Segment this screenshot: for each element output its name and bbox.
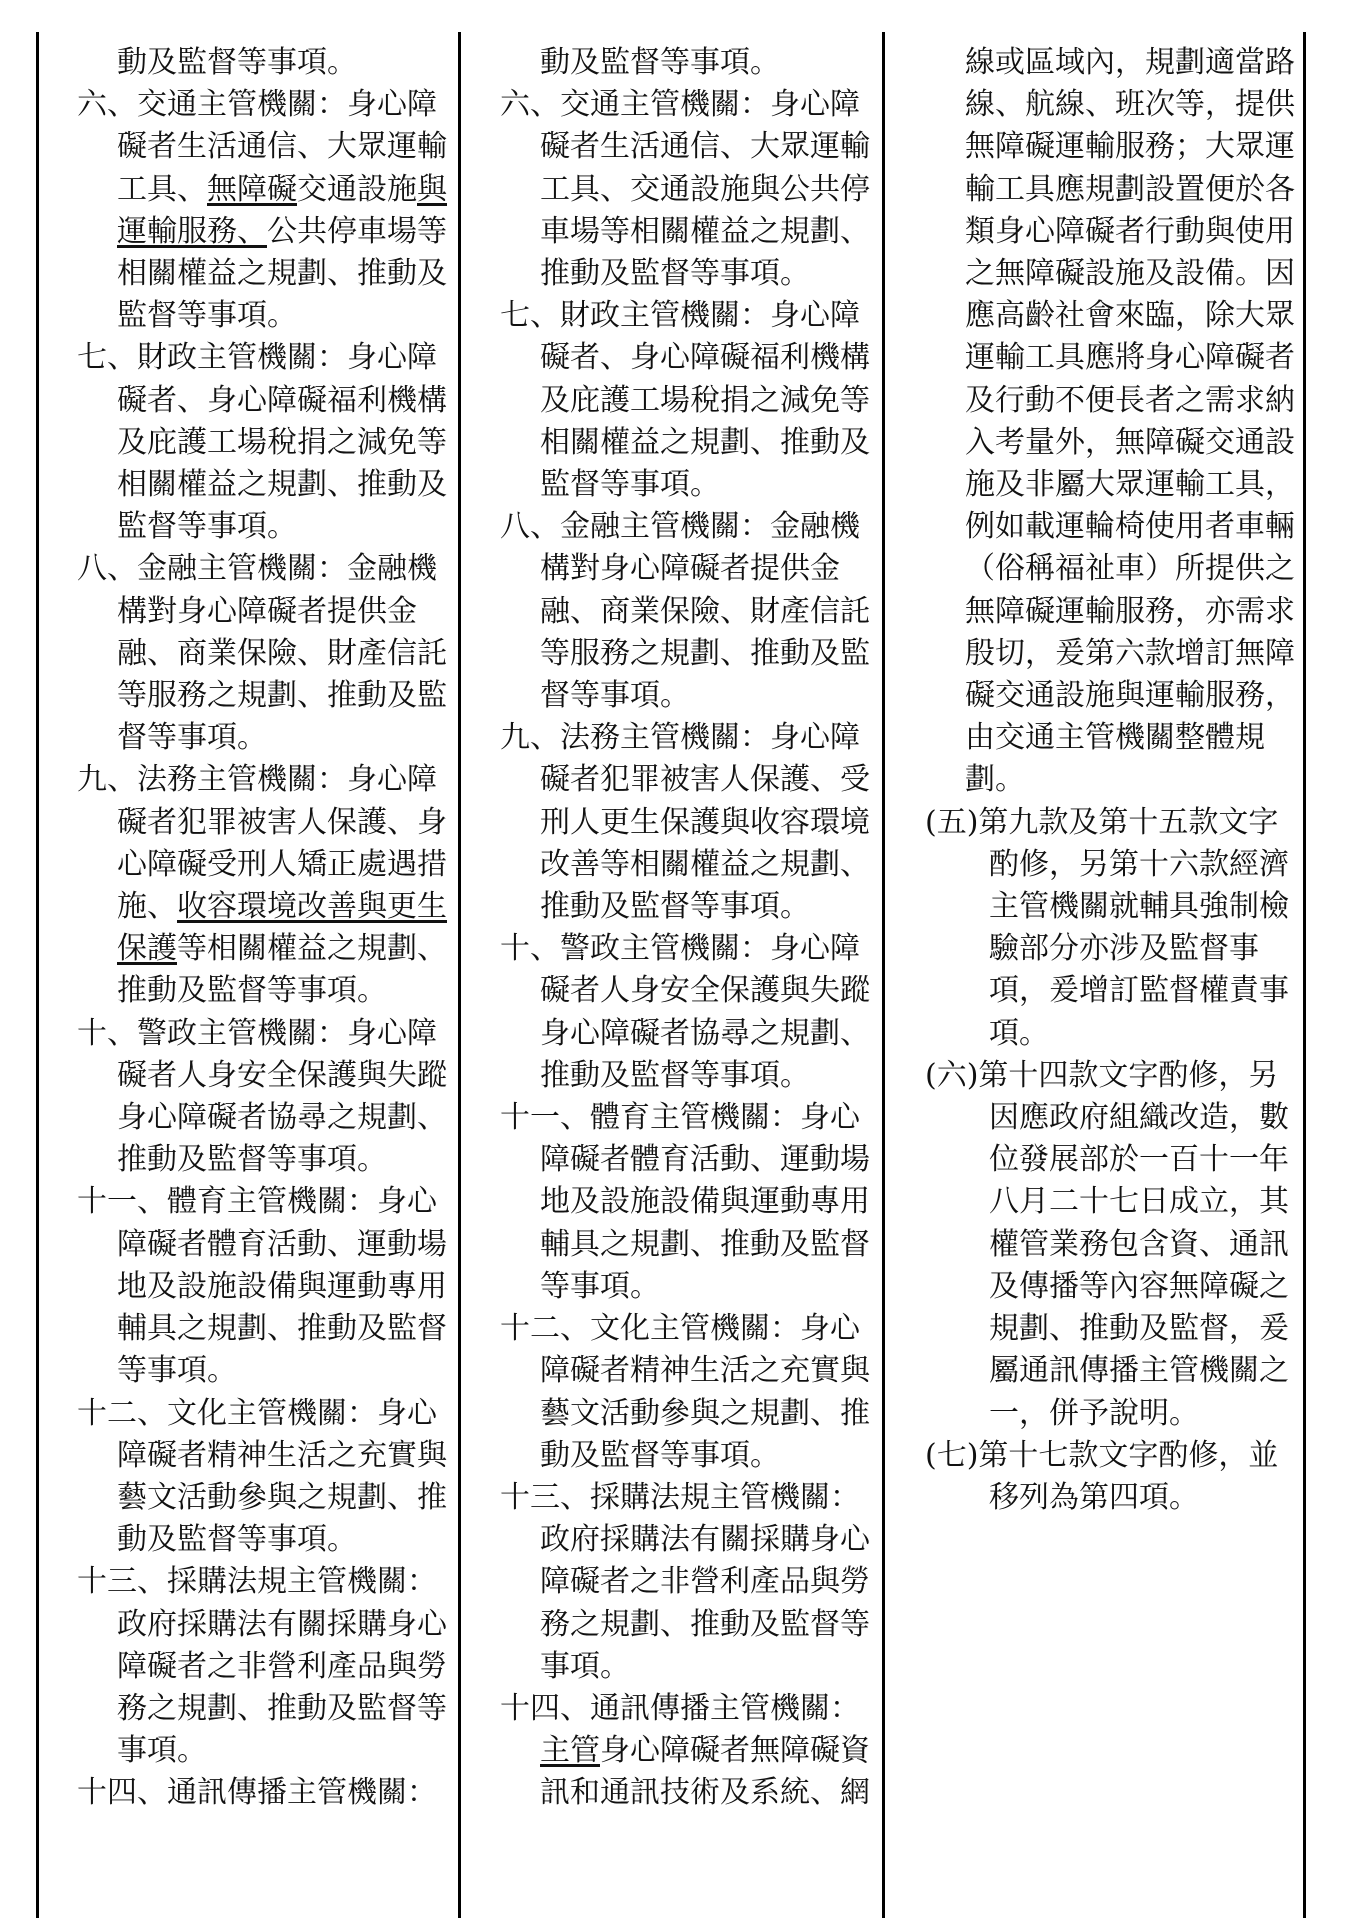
underlined-text: 與運輸服務、 [117,171,447,249]
column-divider-1 [458,32,461,1918]
item-text: 六、交通主管機關：身心障礙者生活通信、大眾運輸工具、 [77,87,447,207]
item-12-culture: 十二、文化主管機關：身心障礙者精神生活之充實與藝文活動參與之規劃、推動及監督等事項。 [77,1395,447,1558]
item-text: 身心障礙者無障礙資訊和通訊技術及系統、網 [540,1733,870,1811]
item-14-communications: 十四、通訊傳播主管機關： [77,1775,437,1811]
right-border [1303,32,1306,1918]
item-text: 九、法務主管機關：身心障礙者犯罪被害人保護、身心障礙受刑人矯正處遇措施、 [77,762,447,925]
item-6-transport: 六、交通主管機關：身心障礙者生活通信、大眾運輸工具、交通設施與公共停車場等相關權益之規劃、推動及監督等事項。 [500,87,870,292]
explanation-column [925,42,1295,1519]
item-8-banking: 八、金融主管機關：金融機構對身心障礙者提供金融、商業保險、財產信託等服務之規劃、推動及監督等事項。 [77,551,447,756]
item-14-communications [500,1688,878,1815]
item-11-sports: 十一、體育主管機關：身心障礙者體育活動、運動場地及設施設備與運動專用輔具之規劃、推動及監督等事項。 [77,1184,447,1389]
item-text: 十四、通訊傳播主管機關： [500,1690,860,1726]
item-10-police: 十、警政主管機關：身心障礙者人身安全保護與失蹤身心障礙者協尋之規劃、推動及監督等事項。 [500,931,870,1093]
item-7-finance: 七、財政主管機關：身心障礙者、身心障礙福利機構及庇護工場稅捐之減免等相關權益之規劃、推動及監督等事項。 [500,298,870,503]
continuation-text: 線或區域內，規劃適當路線、航線、班次等，提供無障礙運輸服務；大眾運輸工具應規劃設置便於各類身心障礙者行動與使用之無障礙設施及設備。因應高齡社會來臨，除大眾運輸工具應將身心障礙者及行動不便長者之需求納入考量外，無障礙交通設施及非屬大眾運輸工具，例如載運輪椅使用者車輛（俗稱福祉車）所提供之無障礙運輸服務，亦需求殷切，爰第六款增訂無障礙交通設施與運輸服務，由交通主管機關整體規劃。 [965,45,1295,798]
item-6-transport [77,84,455,337]
continuation-text: 動及監督等事項。 [117,45,357,80]
underlined-text: 收容環境改善與更生保護 [117,889,447,967]
item-text: 等相關權益之規劃、推動及監督等事項。 [117,931,447,1009]
underlined-text: 無障礙 [207,171,297,207]
item-10-police: 十、警政主管機關：身心障礙者人身安全保護與失蹤身心障礙者協尋之規劃、推動及監督等事項。 [77,1015,447,1178]
item-9-justice: 九、法務主管機關：身心障礙者犯罪被害人保護、受刑人更生保護與收容環境改善等相關權益之規劃、推動及監督等事項。 [500,720,870,925]
item-13-procurement: 十三、採購法規主管機關：政府採購法有關採購身心障礙者之非營利產品與勞務之規劃、推動及監督等事項。 [500,1479,870,1684]
item-13-procurement: 十三、採購法規主管機關：政府採購法有關採購身心障礙者之非營利產品與勞務之規劃、推動及監督等事項。 [77,1564,447,1769]
amended-text-column [77,42,455,1815]
note-7: (七)第十七款文字酌修，並移列為第四項。 [925,1437,1279,1515]
item-11-sports: 十一、體育主管機關：身心障礙者體育活動、運動場地及設施設備與運動專用輔具之規劃、推動及監督等事項。 [500,1100,870,1304]
current-text-column [500,42,878,1815]
item-text: 交通設施 [297,171,417,207]
note-6: (六)第十四款文字酌修，另因應政府組織改造，數位發展部於一百十一年八月二十七日成立，其權管業務包含資、通訊及傳播等內容無障礙之規劃、推動及監督，爰屬通訊傳播主管機關之一，併予說明。 [925,1057,1289,1431]
item-text: 公共停車場等相關權益之規劃、推動及監督等事項。 [117,213,447,334]
continuation-text: 動及監督等事項。 [540,45,780,80]
note-5: (五)第九款及第十五款文字酌修，另第十六款經濟主管機關就輔具強制檢驗部分亦涉及監督事項，爰增訂監督權責事項。 [925,804,1289,1051]
left-border [36,32,39,1918]
item-12-culture: 十二、文化主管機關：身心障礙者精神生活之充實與藝文活動參與之規劃、推動及監督等事項。 [500,1311,870,1473]
item-7-finance: 七、財政主管機關：身心障礙者、身心障礙福利機構及庇護工場稅捐之減免等相關權益之規劃、推動及監督等事項。 [77,340,447,545]
item-9-justice [77,759,455,1012]
column-divider-2 [882,32,885,1918]
underlined-text: 主管 [540,1733,600,1769]
item-8-banking: 八、金融主管機關：金融機構對身心障礙者提供金融、商業保險、財產信託等服務之規劃、推動及監督等事項。 [500,509,870,714]
